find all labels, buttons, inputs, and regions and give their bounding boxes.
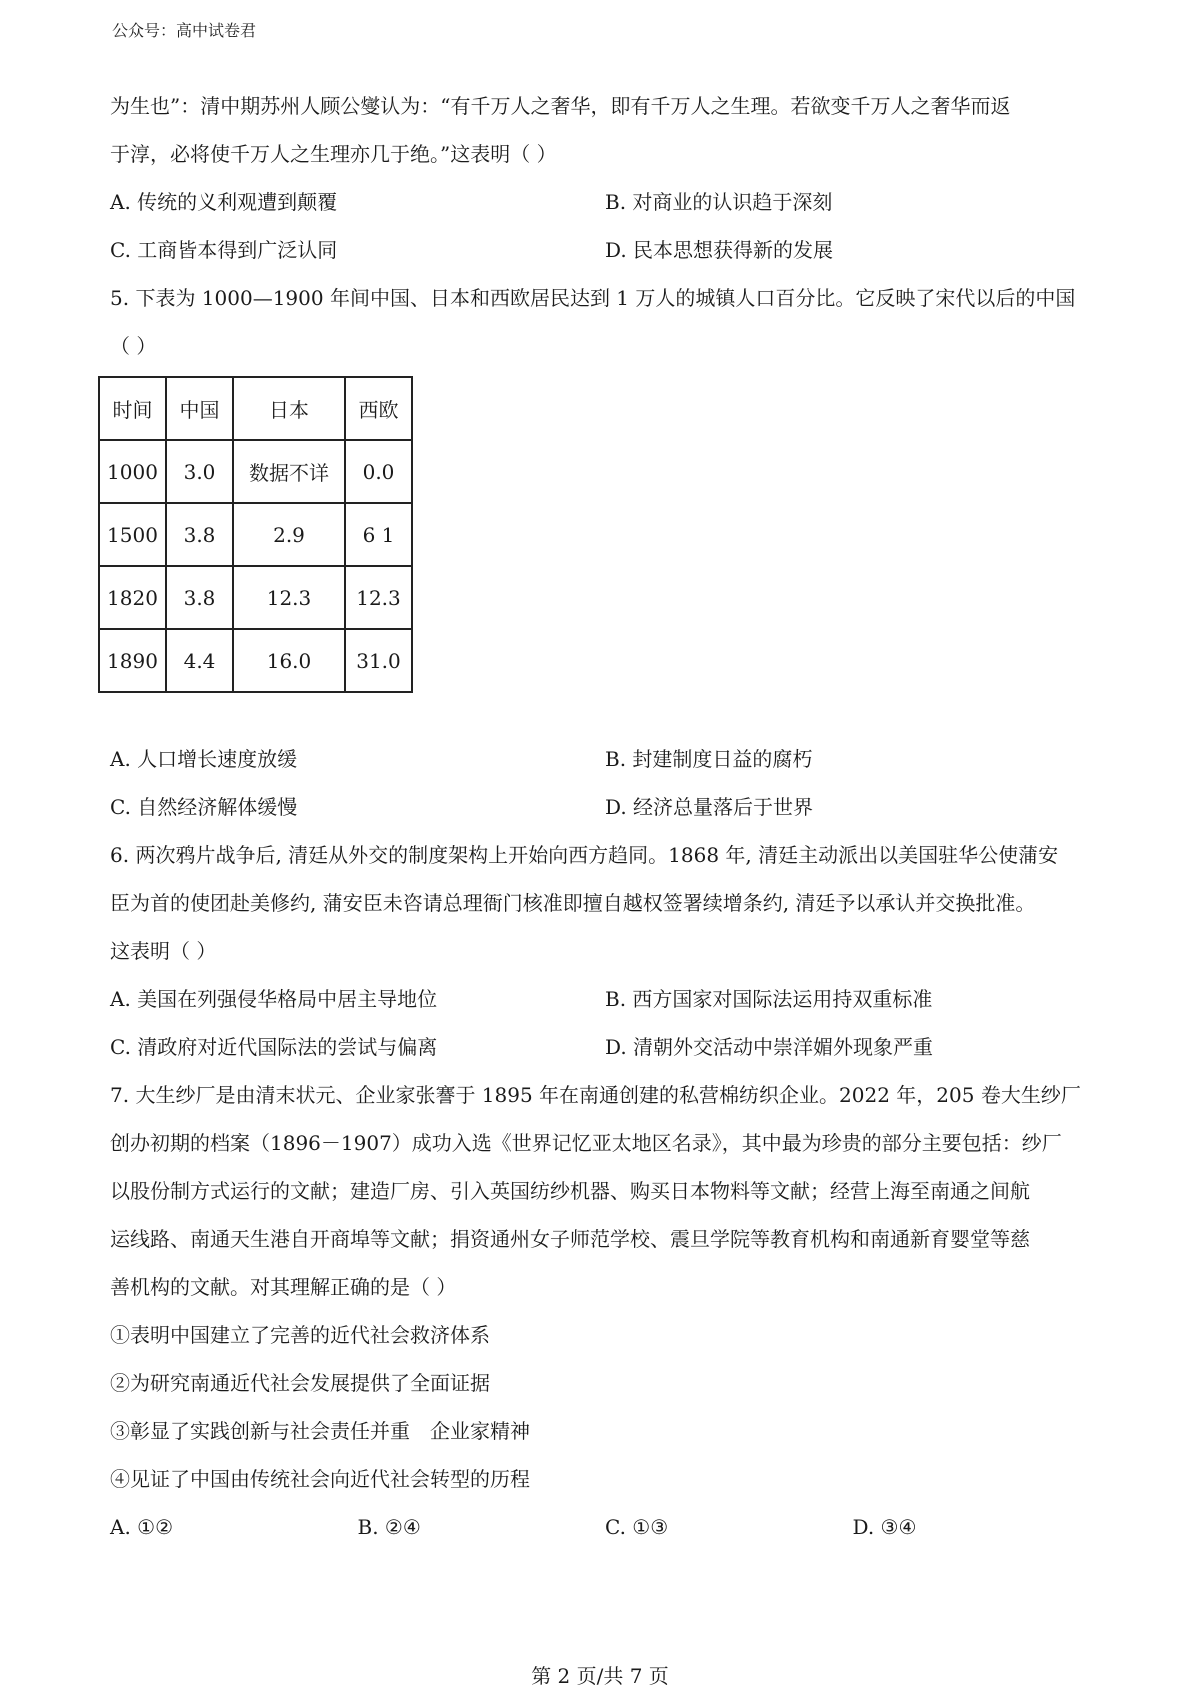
exam-content	[107, 94, 1100, 1563]
table-cell: 3.8	[166, 503, 233, 566]
table-cell: 2.9	[233, 503, 345, 566]
table-cell: 12.3	[233, 566, 345, 629]
table-cell: 16.0	[233, 629, 345, 692]
table-row	[99, 566, 412, 629]
table-cell: 数据不详	[233, 440, 345, 503]
option-d: D. ③④	[852, 1515, 917, 1539]
table-header-cell: 日本	[233, 377, 345, 440]
option-a: A. 美国在列强侵华格局中居主导地位	[110, 987, 438, 1011]
table-cell: 31.0	[345, 629, 412, 692]
table-header-cell: 中国	[166, 377, 233, 440]
statement-1: ①表明中国建立了完善的近代社会救济体系	[110, 1323, 490, 1347]
question-text-line: 臣为首的使团赴美修约, 蒲安臣未咨请总理衙门核准即擅自越权签署续增条约, 清廷予以承认并交换批准。	[110, 891, 1036, 915]
option-a: A. 传统的义利观遭到颠覆	[110, 190, 338, 214]
table-cell: 1820	[99, 566, 166, 629]
statement-4: ④见证了中国由传统社会向近代社会转型的历程	[110, 1467, 530, 1491]
table-cell: 0.0	[345, 440, 412, 503]
question-text-line: 6. 两次鸦片战争后, 清廷从外交的制度架构上开始向西方趋同。1868 年, 清廷主动派出以美国驻华公使蒲安	[110, 843, 1059, 867]
table-cell: 1890	[99, 629, 166, 692]
option-b: B. 西方国家对国际法运用持双重标准	[605, 987, 933, 1011]
urban-population-table	[98, 376, 413, 693]
option-a: A. 人口增长速度放缓	[110, 747, 298, 771]
table-row	[99, 503, 412, 566]
question-text-line: 运线路、南通天生港自开商埠等文献；捐资通州女子师范学校、震旦学院等教育机构和南通新育婴堂等慈	[110, 1227, 1030, 1251]
option-c: C. 清政府对近代国际法的尝试与偏离	[110, 1035, 438, 1059]
options-row	[110, 190, 1100, 238]
options-row	[110, 1035, 1100, 1083]
question-text-line: （ ）	[110, 334, 157, 358]
table-cell: 12.3	[345, 566, 412, 629]
options-row	[110, 987, 1100, 1035]
question-text-line: 7. 大生纱厂是由清末状元、企业家张謇于 1895 年在南通创建的私营棉纺织企业。2022 年，205 卷大生纱厂	[110, 1083, 1081, 1107]
table-cell: 3.0	[166, 440, 233, 503]
table-cell: 3.8	[166, 566, 233, 629]
table-cell: 4.4	[166, 629, 233, 692]
table-cell: 1000	[99, 440, 166, 503]
question-text-line: 5. 下表为 1000—1900 年间中国、日本和西欧居民达到 1 万人的城镇人口百分比。它反映了宋代以后的中国	[110, 286, 1076, 310]
options-row	[110, 795, 1100, 843]
option-d: D. 民本思想获得新的发展	[605, 238, 834, 262]
question-7	[110, 1083, 1100, 1563]
option-c: C. ①③	[605, 1515, 669, 1539]
options-row	[110, 238, 1100, 286]
option-d: D. 经济总量落后于世界	[605, 795, 814, 819]
option-b: B. 封建制度日益的腐朽	[605, 747, 813, 771]
option-d: D. 清朝外交活动中崇洋媚外现象严重	[605, 1035, 934, 1059]
options-row	[110, 1515, 1100, 1563]
question-5	[107, 286, 1100, 843]
table-cell: 1500	[99, 503, 166, 566]
option-c: C. 工商皆本得到广泛认同	[110, 238, 338, 262]
option-c: C. 自然经济解体缓慢	[110, 795, 298, 819]
question-text-line: 这表明（ ）	[110, 939, 217, 963]
question-text-line: 于淳，必将使千万人之生理亦几于绝。”这表明（ ）	[110, 142, 557, 166]
page-number: 第 2 页/共 7 页	[531, 1664, 669, 1688]
table-header-cell: 西欧	[345, 377, 412, 440]
question-text-line: 善机构的文献。对其理解正确的是（ ）	[110, 1275, 457, 1299]
table-header-row	[99, 377, 412, 440]
table-cell: 6 1	[345, 503, 412, 566]
statement-2: ②为研究南通近代社会发展提供了全面证据	[110, 1371, 490, 1395]
question-text-line: 创办初期的档案（1896－1907）成功入选《世界记忆亚太地区名录》，其中最为珍贵的部分主要包括：纱厂	[110, 1131, 1062, 1155]
option-a: A. ①②	[110, 1515, 174, 1539]
table-row	[99, 629, 412, 692]
table-row	[99, 440, 412, 503]
source-watermark: 公众号：高中试卷君	[112, 21, 257, 40]
question-6	[110, 843, 1100, 1083]
option-b: B. 对商业的认识趋于深刻	[605, 190, 833, 214]
question-text-line: 为生也”：清中期苏州人顾公燮认为：“有千万人之奢华，即有千万人之生理。若欲变千万人之奢华而返	[110, 94, 1011, 118]
option-b: B. ②④	[357, 1515, 421, 1539]
options-row	[110, 747, 1100, 795]
question-4	[110, 94, 1100, 286]
statement-3: ③彰显了实践创新与社会责任并重 企业家精神	[110, 1419, 530, 1443]
question-text-line: 以股份制方式运行的文献；建造厂房、引入英国纺纱机器、购买日本物料等文献；经营上海至南通之间航	[110, 1179, 1030, 1203]
table-header-cell: 时间	[99, 377, 166, 440]
